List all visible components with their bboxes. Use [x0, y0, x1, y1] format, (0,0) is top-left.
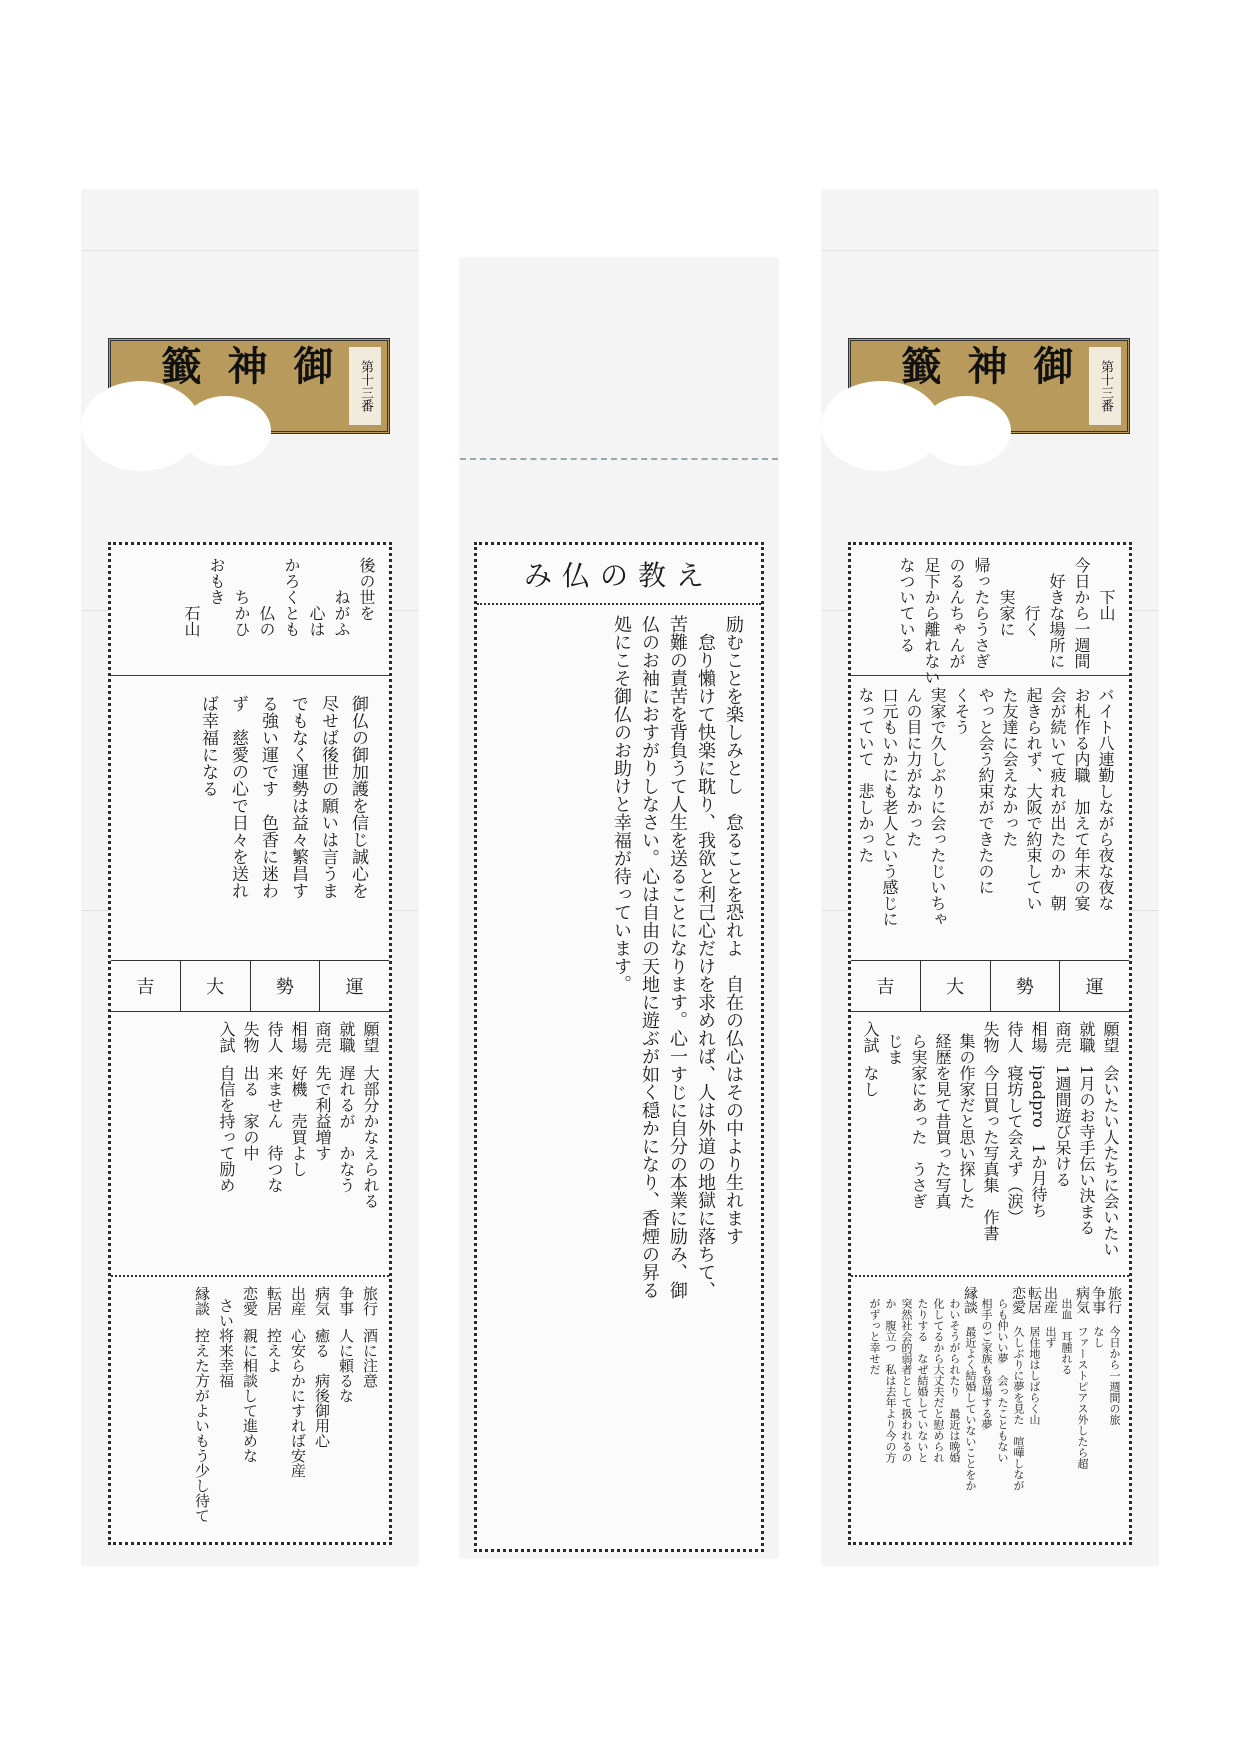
fortune-item	[213, 1286, 237, 1536]
fortune-item-category: 待人	[1005, 1021, 1024, 1053]
fortune-item-category: 願望	[1101, 1021, 1120, 1053]
fortune-item-category: 争事	[337, 1286, 355, 1316]
fortune-item	[977, 1021, 1001, 1269]
fortune-item-value: 控えた方がよいもう少し待て	[193, 1328, 211, 1523]
fortune-item-value: なし	[861, 1065, 880, 1097]
fortune-item-value: 自信を持って励め	[217, 1065, 236, 1193]
fortune-item	[913, 1286, 929, 1536]
fortune-item-category: 失物	[241, 1021, 260, 1053]
omikuji-left	[82, 190, 418, 1565]
perforation-line	[460, 458, 778, 460]
fortune-item-category: 相場	[289, 1021, 308, 1053]
fortune-item-value: 相手のご家族も登場する夢	[980, 1298, 993, 1430]
fortune-list-columns	[857, 1021, 1121, 1269]
fortune-item-value: 癒る 病後御用心	[313, 1328, 331, 1448]
fortune-item-value: 突然社会的弱者として扱われるの	[900, 1298, 913, 1463]
omikuji-label	[108, 338, 390, 434]
fortune-item-category: 失物	[981, 1021, 1000, 1053]
fortune-item-category: 恋愛	[241, 1286, 259, 1316]
fortune-cell: 吉	[876, 977, 895, 998]
fortune-item-category: 出産	[1042, 1286, 1058, 1314]
fortune-item	[285, 1021, 309, 1269]
fortune-item-value: がずっと幸せだ	[868, 1298, 881, 1375]
fortune-item-value: 化してるから大丈夫だと慰められ	[932, 1298, 945, 1463]
fortune-item-value: 好機 売買よし	[289, 1065, 308, 1177]
fortune-item-category: 縁談	[962, 1286, 978, 1314]
omikuji-middle	[460, 258, 778, 1558]
fortune-item-value: 先で利益増す	[313, 1065, 332, 1161]
verse-section	[851, 675, 1129, 960]
fortune-item	[1025, 1021, 1049, 1269]
omikuji-frame	[108, 542, 392, 1545]
fortune-item-value: らも仲いい夢 会ったこともない	[996, 1298, 1009, 1463]
poem-section	[851, 545, 1129, 685]
fortune-item-value: 酒に注意	[361, 1328, 379, 1388]
verse-text: 御仏の御加護を信じ誠心を 尽せば後世の願いは言うま でもなく運勢は益々繁昌す る強い運です 色香に迷わ ず 慈愛の心で日々を送れ ば幸福になる	[198, 695, 368, 899]
fortune-item-value: 最近よく結婚していないことをか	[964, 1326, 977, 1491]
fortune-item	[929, 1286, 945, 1536]
fortune-item-value: ファーストピアス外したら超	[1076, 1326, 1089, 1469]
fortune-list	[851, 1280, 1129, 1542]
fortune-item-value: 今日買った写真集 作書	[981, 1065, 1000, 1241]
fortune-item-value: なし	[1092, 1326, 1105, 1348]
fortune-item-value: 久しぶりに夢を見た 喧嘩しなが	[1012, 1326, 1025, 1491]
fortune-item	[357, 1021, 381, 1269]
fortune-item	[945, 1286, 961, 1536]
fortune-cell: 運	[319, 961, 389, 1011]
label-title: 御神籤	[155, 345, 333, 387]
fortune-row	[851, 960, 1129, 1012]
fortune-item	[953, 1021, 977, 1269]
fortune-item-category: 争事	[1090, 1286, 1106, 1314]
fortune-item-category: 就職	[1077, 1021, 1096, 1053]
fortune-item-category: 転居	[1026, 1286, 1042, 1314]
fortune-item	[1105, 1286, 1121, 1536]
fortune-cell: 勢	[250, 961, 320, 1011]
fortune-item-value: 今日から一週間の旅	[1108, 1326, 1121, 1425]
fortune-item-value: じま	[885, 1033, 904, 1065]
teaching-header: み仏の教え	[477, 545, 761, 605]
fortune-item	[865, 1286, 881, 1536]
fortune-item-category: 病気	[313, 1286, 331, 1316]
fortune-item	[333, 1286, 357, 1536]
fortune-row	[111, 960, 389, 1012]
fortune-item-category: 縁談	[193, 1286, 211, 1316]
fortune-item	[897, 1286, 913, 1536]
omikuji-frame	[848, 542, 1132, 1545]
fortune-cell: 運	[1059, 961, 1129, 1011]
fortune-item-value: 経歴を見て昔買った写真	[933, 1033, 952, 1209]
fortune-item	[1009, 1286, 1025, 1536]
fortune-item	[285, 1286, 309, 1536]
fortune-list-columns	[117, 1286, 381, 1536]
fortune-item	[357, 1286, 381, 1536]
fortune-item	[1097, 1021, 1121, 1269]
fortune-list	[111, 1280, 389, 1542]
fortune-item-category: 商売	[313, 1021, 332, 1053]
fortune-item-value: わいそうがられたり 最近は晩婚	[948, 1298, 961, 1463]
fortune-item	[333, 1021, 357, 1269]
fortune-item-category: 出産	[289, 1286, 307, 1316]
omikuji-label	[848, 338, 1130, 434]
fortune-item-category: 入試	[861, 1021, 880, 1053]
fortune-item-value: 心安らかにすれば安産	[289, 1328, 307, 1478]
fortune-item	[1025, 1286, 1041, 1536]
fortune-item	[237, 1021, 261, 1269]
fortune-item-value: 寝坊して会えず（涙）	[1005, 1065, 1024, 1225]
fortune-list-columns	[857, 1286, 1121, 1536]
fortune-item	[1057, 1286, 1073, 1536]
fold-line	[822, 250, 1158, 251]
fortune-cell: 勢	[990, 961, 1060, 1011]
fortune-item-value: 人に頼るな	[337, 1328, 355, 1403]
fortune-item-value: か 腹立つ 私は去年より今の方	[884, 1298, 897, 1463]
fortune-item	[261, 1021, 285, 1269]
label-number: 第十三番	[1089, 347, 1121, 425]
fold-line	[82, 250, 418, 251]
teaching-body: 励むことを楽しみとし 怠ることを恐れよ 自在の仏心はその中より生れます 怠り懶けて快楽に耽り、我欲と利己心だけを求めれば、人は外道の地獄に落ちて、 苦難の責苦を背負うて人生を送ることになります。心一すじに自分の本業に励み、御 仏のお袖におすがりしなさい。心は自由の天地に遊ぶが如く穏かになり、香煙の昇る 処にこそ御仏のお助けと幸福が待っています。	[611, 615, 744, 1299]
fortune-item	[881, 1021, 905, 1269]
fortune-item	[261, 1286, 285, 1536]
fortune-item	[1073, 1286, 1089, 1536]
fortune-item	[905, 1021, 929, 1269]
fortune-item	[189, 1286, 213, 1536]
fortune-item-value: ipadpro 1か月待ち	[1029, 1065, 1048, 1218]
fortune-item-value: 出ず	[1044, 1326, 1057, 1348]
fortune-item-value: 1週間遊び呆ける	[1053, 1065, 1072, 1188]
fortune-list	[111, 1015, 389, 1277]
fortune-item	[309, 1286, 333, 1536]
fortune-list	[851, 1015, 1129, 1277]
fortune-item	[1049, 1021, 1073, 1269]
fortune-item	[881, 1286, 897, 1536]
verse-text: バイト八連勤しながら夜な夜な お札作る内職 加えて年末の宴 会が続いて疲れが出たのか 朝 起きられず、大阪で約束してい た友達に会えなかった やっと会う約束ができたのに くそう 実家で久しぶりに会ったじいちゃ んの目に力がなかった 口元もいかにも老人という感じに なっていて 悲しかった	[856, 687, 1115, 927]
fortune-item-value: 居住地はしばらく山	[1028, 1326, 1041, 1425]
fortune-item-value: ら実家にあった うさぎ	[909, 1033, 928, 1209]
fortune-item-value: 控えよ	[265, 1328, 283, 1373]
fortune-item-category: 旅行	[361, 1286, 379, 1316]
fortune-item	[309, 1021, 333, 1269]
fortune-list-columns	[117, 1021, 381, 1269]
fortune-item-category: 旅行	[1106, 1286, 1122, 1314]
fortune-item	[1041, 1286, 1057, 1536]
fortune-item-category: 商売	[1053, 1021, 1072, 1053]
fortune-item-value: さい将来幸福	[217, 1298, 235, 1388]
fortune-item-value: 集の作家だと思い探した	[957, 1033, 976, 1209]
label-number: 第十三番	[349, 347, 381, 425]
fortune-item-category: 待人	[265, 1021, 284, 1053]
fortune-item-value: 出血 耳腫れる	[1060, 1298, 1073, 1375]
fortune-cell: 大	[180, 961, 250, 1011]
fortune-item-category: 転居	[265, 1286, 283, 1316]
fortune-cell: 吉	[136, 977, 155, 998]
fortune-item	[993, 1286, 1009, 1536]
fortune-item-category: 就職	[337, 1021, 356, 1053]
fortune-item	[1073, 1021, 1097, 1269]
fortune-item	[929, 1021, 953, 1269]
fortune-item	[237, 1286, 261, 1536]
label-title: 御神籤	[895, 345, 1073, 387]
fortune-item	[1089, 1286, 1105, 1536]
fortune-item-category: 病気	[1074, 1286, 1090, 1314]
fortune-item-value: 来ません 待つな	[265, 1065, 284, 1193]
fortune-item-value: 出る 家の中	[241, 1065, 260, 1161]
fortune-item-value: 遅れるが かなう	[337, 1065, 356, 1193]
fortune-item-category: 入試	[217, 1021, 236, 1053]
fortune-item	[977, 1286, 993, 1536]
fortune-item	[961, 1286, 977, 1536]
teaching-frame	[474, 542, 764, 1552]
fortune-item-value: 会いたい人たちに会いたい	[1101, 1065, 1120, 1257]
verse-section	[111, 675, 389, 960]
fortune-item-value: 1月のお寺手伝い決まる	[1077, 1065, 1096, 1236]
fortune-item-category: 相場	[1029, 1021, 1048, 1053]
fortune-cell: 大	[920, 961, 990, 1011]
fortune-item-value: 大部分かなえられる	[361, 1065, 380, 1209]
poem-text: 下山 今日から一週間 好きな場所に 行く 実家に 帰ったらうさぎ のるんちゃんが 足下から離れない なついている	[897, 557, 1116, 685]
fortune-item	[857, 1021, 881, 1269]
omikuji-right	[822, 190, 1158, 1565]
fortune-item-value: たりする なぜ結婚していないと	[916, 1298, 929, 1463]
fortune-item-value: 親に相談して進めな	[241, 1328, 259, 1463]
fortune-item	[213, 1021, 237, 1269]
poem-text: 後の世を ねがふ 心は かろくとも 仏の ちかひ おもき 石山	[182, 557, 376, 637]
fortune-item-category: 恋愛	[1010, 1286, 1026, 1314]
poem-section	[111, 545, 389, 676]
fortune-item	[1001, 1021, 1025, 1269]
fortune-item-category: 願望	[361, 1021, 380, 1053]
